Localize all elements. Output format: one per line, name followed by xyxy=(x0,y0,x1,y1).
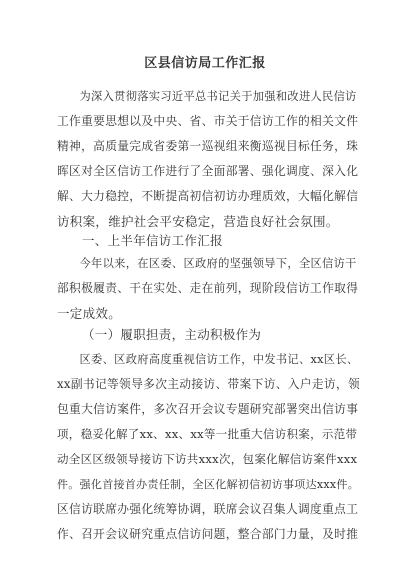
text-line: 晖区对全区信访工作进行了全面部署、强化调度、深入化 xyxy=(57,164,359,178)
section-1-paragraph xyxy=(57,251,360,326)
text-line: 件。强化首接首办责任制，全区化解初信初访事项达xxx件。 xyxy=(57,478,360,491)
document-title: 区县信访局工作汇报 xyxy=(144,56,266,71)
text-line: 为深入贯彻落实习近平总书记关于加强和改进人民信访 xyxy=(79,90,357,103)
text-line: 项，稳妥化解了xx、xx、xx等一批重大信访积案，示范带 xyxy=(57,427,358,441)
section-1-heading: 一、上半年信访工作汇报 xyxy=(82,233,223,248)
text-line: 包重大信访案件，多次召开会议专题研究部署突出信访事 xyxy=(57,402,359,416)
subsection-1-paragraph xyxy=(57,347,360,547)
intro-paragraph xyxy=(57,84,360,234)
subsection-1-heading: （一）履职担责，主动积极作为 xyxy=(82,327,262,342)
text-line: 区信访联席办强化统筹协调，联席会议召集人调度重点工 xyxy=(57,502,359,516)
section-heading xyxy=(57,228,360,253)
text-line: 工作重要思想以及中央、省、市关于信访工作的相关文件 xyxy=(57,114,359,128)
subsection-heading xyxy=(57,322,360,347)
text-line: 作、召开会议研究重点信访问题，整合部门力量，及时推 xyxy=(57,527,359,541)
text-line: 访积案，维护社会平安稳定，营造良好社会氛围。 xyxy=(57,214,339,229)
text-line: 今年以来，在区委、区政府的坚强领导下，全区信访干 xyxy=(79,257,357,270)
text-line: 解、大力稳控，不断提高初信初访办理质效，大幅化解信 xyxy=(57,189,359,203)
text-line: 部积极履责、干在实处、走在前列，现阶段信访工作取得 xyxy=(57,281,359,295)
text-line: 区委、区政府高度重视信访工作，中发书记、xx区长、 xyxy=(79,353,359,366)
text-line: 动全区区级领导接访下访共xxx次，包案化解信访案件xxx xyxy=(57,452,358,466)
text-line: xx副书记等领导多次主动接访、带案下访、入户走访，领 xyxy=(57,377,361,391)
text-line: 精神，高质量完成省委第一巡视组来衡巡视目标任务，珠 xyxy=(57,139,359,153)
text-line: 一定成效。 xyxy=(57,306,122,321)
